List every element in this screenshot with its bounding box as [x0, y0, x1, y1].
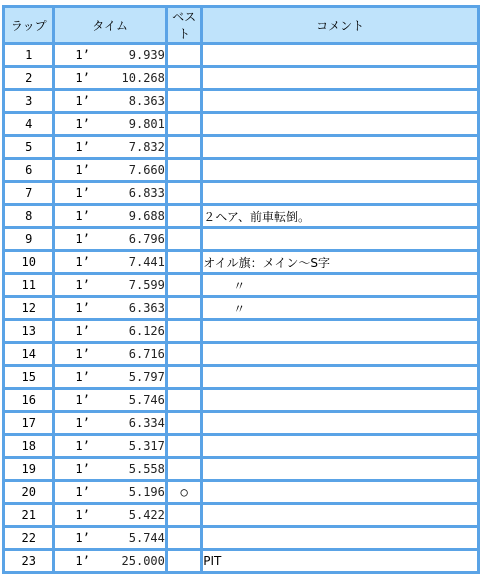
lap-time	[55, 413, 164, 433]
lap-seconds: 5.422	[128, 508, 165, 522]
best-mark	[168, 390, 200, 410]
lap-number: 21	[5, 505, 52, 525]
best-mark	[168, 137, 200, 157]
header-comment: コメント	[203, 8, 477, 42]
lap-comment	[203, 321, 477, 341]
lap-minutes: 1’	[75, 531, 90, 545]
lap-minutes: 1’	[75, 416, 90, 430]
lap-time	[55, 45, 164, 65]
lap-time	[55, 114, 164, 134]
lap-time	[55, 137, 164, 157]
lap-seconds: 7.660	[128, 163, 165, 177]
best-mark	[168, 551, 200, 571]
lap-number: 18	[5, 436, 52, 456]
best-mark	[168, 459, 200, 479]
best-mark	[168, 68, 200, 88]
lap-seconds: 9.688	[128, 209, 165, 223]
lap-number: 8	[5, 206, 52, 226]
lap-time	[55, 344, 164, 364]
lap-time	[55, 68, 164, 88]
lap-seconds: 7.441	[128, 255, 165, 269]
table-row	[5, 91, 477, 111]
lap-minutes: 1’	[75, 163, 90, 177]
lap-number: 19	[5, 459, 52, 479]
table-row	[5, 367, 477, 387]
table-row	[5, 505, 477, 525]
header-row	[5, 8, 477, 42]
lap-time	[55, 275, 164, 295]
header-best: ベスト	[168, 8, 200, 42]
lap-comment: PIT	[203, 551, 477, 571]
lap-number: 22	[5, 528, 52, 548]
lap-number: 9	[5, 229, 52, 249]
lap-seconds: 9.801	[128, 117, 165, 131]
table-row	[5, 183, 477, 203]
table-row	[5, 275, 477, 295]
lap-comment	[203, 528, 477, 548]
lap-number: 12	[5, 298, 52, 318]
best-mark	[168, 229, 200, 249]
table-row	[5, 390, 477, 410]
lap-minutes: 1’	[75, 370, 90, 384]
lap-seconds: 5.797	[128, 370, 165, 384]
table-row	[5, 528, 477, 548]
table-row	[5, 344, 477, 364]
table-row	[5, 321, 477, 341]
lap-seconds: 7.599	[128, 278, 165, 292]
lap-minutes: 1’	[75, 255, 90, 269]
header-lap: ラップ	[5, 8, 52, 42]
lap-time	[55, 551, 164, 571]
lap-seconds: 6.126	[128, 324, 165, 338]
lap-minutes: 1’	[75, 186, 90, 200]
lap-minutes: 1’	[75, 278, 90, 292]
lap-comment: ２ヘア、前車転倒。	[203, 206, 477, 226]
lap-minutes: 1’	[75, 554, 90, 568]
lap-minutes: 1’	[75, 48, 90, 62]
best-mark	[168, 160, 200, 180]
table-row	[5, 114, 477, 134]
best-mark	[168, 528, 200, 548]
best-mark	[168, 505, 200, 525]
lap-minutes: 1’	[75, 439, 90, 453]
lap-comment	[203, 137, 477, 157]
lap-number: 6	[5, 160, 52, 180]
best-mark	[168, 436, 200, 456]
lap-comment	[203, 68, 477, 88]
lap-number: 17	[5, 413, 52, 433]
lap-seconds: 6.716	[128, 347, 165, 361]
lap-seconds: 5.744	[128, 531, 165, 545]
table-row	[5, 137, 477, 157]
best-mark	[168, 275, 200, 295]
lap-number: 15	[5, 367, 52, 387]
lap-number: 23	[5, 551, 52, 571]
lap-comment: 〃	[203, 275, 477, 295]
lap-time	[55, 298, 164, 318]
lap-minutes: 1’	[75, 140, 90, 154]
best-mark	[168, 367, 200, 387]
lap-minutes: 1’	[75, 71, 90, 85]
lap-comment	[203, 344, 477, 364]
lap-number: 5	[5, 137, 52, 157]
table-row	[5, 206, 477, 226]
lap-minutes: 1’	[75, 301, 90, 315]
table-row	[5, 160, 477, 180]
lap-comment	[203, 505, 477, 525]
lap-comment	[203, 91, 477, 111]
lap-seconds: 9.939	[128, 48, 165, 62]
lap-comment	[203, 45, 477, 65]
best-mark	[168, 298, 200, 318]
table-row	[5, 482, 477, 502]
lap-time	[55, 528, 164, 548]
lap-comment	[203, 436, 477, 456]
lap-comment	[203, 114, 477, 134]
lap-number: 1	[5, 45, 52, 65]
table-row	[5, 252, 477, 272]
best-mark	[168, 252, 200, 272]
lap-number: 2	[5, 68, 52, 88]
lap-time	[55, 160, 164, 180]
lap-comment	[203, 183, 477, 203]
best-mark	[168, 183, 200, 203]
lap-minutes: 1’	[75, 347, 90, 361]
lap-minutes: 1’	[75, 324, 90, 338]
lap-time	[55, 91, 164, 111]
lap-comment	[203, 390, 477, 410]
lap-time	[55, 459, 164, 479]
lap-comment	[203, 459, 477, 479]
lap-minutes: 1’	[75, 508, 90, 522]
lap-minutes: 1’	[75, 117, 90, 131]
lap-time	[55, 206, 164, 226]
lap-time	[55, 505, 164, 525]
best-mark	[168, 321, 200, 341]
lap-number: 13	[5, 321, 52, 341]
table-row	[5, 551, 477, 571]
lap-number: 4	[5, 114, 52, 134]
lap-number: 10	[5, 252, 52, 272]
lap-comment: 〃	[203, 298, 477, 318]
best-mark	[168, 114, 200, 134]
best-mark	[168, 344, 200, 364]
lap-time-table	[2, 5, 480, 574]
table-row	[5, 229, 477, 249]
best-mark	[168, 413, 200, 433]
table-row	[5, 68, 477, 88]
lap-number: 3	[5, 91, 52, 111]
lap-seconds: 10.268	[121, 71, 165, 85]
lap-seconds: 5.317	[128, 439, 165, 453]
table-row	[5, 413, 477, 433]
lap-minutes: 1’	[75, 94, 90, 108]
lap-comment	[203, 160, 477, 180]
best-mark	[168, 91, 200, 111]
lap-number: 11	[5, 275, 52, 295]
lap-comment	[203, 482, 477, 502]
lap-number: 14	[5, 344, 52, 364]
table-row	[5, 298, 477, 318]
lap-seconds: 6.363	[128, 301, 165, 315]
lap-seconds: 8.363	[128, 94, 165, 108]
lap-number: 7	[5, 183, 52, 203]
lap-time	[55, 321, 164, 341]
lap-time	[55, 390, 164, 410]
lap-number: 16	[5, 390, 52, 410]
header-time: タイム	[55, 8, 164, 42]
lap-minutes: 1’	[75, 209, 90, 223]
lap-seconds: 6.796	[128, 232, 165, 246]
lap-number: 20	[5, 482, 52, 502]
table-row	[5, 459, 477, 479]
lap-seconds: 5.196	[128, 485, 165, 499]
lap-time	[55, 229, 164, 249]
lap-seconds: 25.000	[121, 554, 165, 568]
best-mark	[168, 45, 200, 65]
lap-time	[55, 436, 164, 456]
lap-minutes: 1’	[75, 232, 90, 246]
lap-seconds: 7.832	[128, 140, 165, 154]
lap-comment	[203, 367, 477, 387]
table-row	[5, 436, 477, 456]
best-mark	[168, 206, 200, 226]
lap-seconds: 6.833	[128, 186, 165, 200]
lap-comment	[203, 413, 477, 433]
lap-comment: オイル旗：メイン～S字	[203, 252, 477, 272]
lap-time	[55, 183, 164, 203]
table-row	[5, 45, 477, 65]
lap-seconds: 5.746	[128, 393, 165, 407]
lap-time	[55, 252, 164, 272]
lap-time	[55, 367, 164, 387]
lap-seconds: 6.334	[128, 416, 165, 430]
lap-time	[55, 482, 164, 502]
lap-comment	[203, 229, 477, 249]
lap-minutes: 1’	[75, 485, 90, 499]
lap-minutes: 1’	[75, 393, 90, 407]
lap-minutes: 1’	[75, 462, 90, 476]
lap-seconds: 5.558	[128, 462, 165, 476]
best-mark: ○	[168, 482, 200, 502]
